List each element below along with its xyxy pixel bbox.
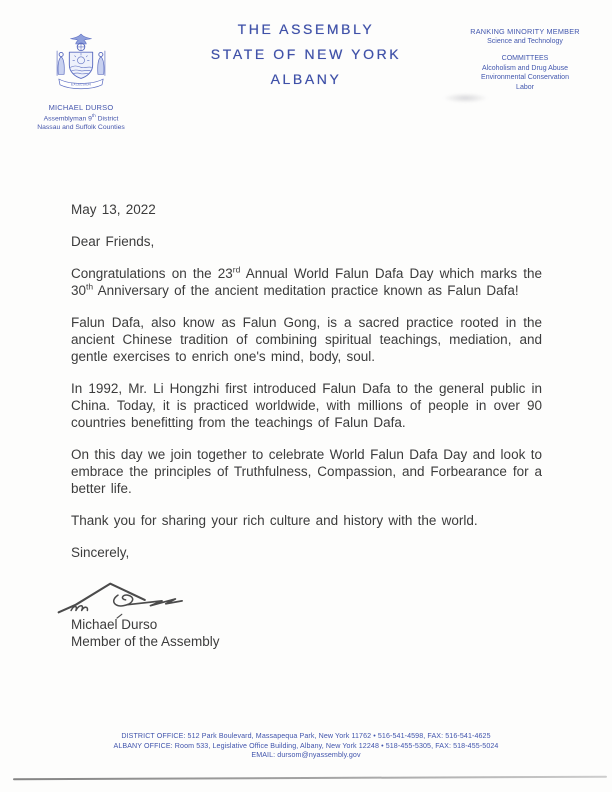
- committee-item: Environmental Conservation: [481, 74, 569, 82]
- member-name: MICHAEL DURSO: [48, 103, 114, 112]
- paragraph-congratulations: Congratulations on the 23rd Annual World Falun Dafa Day which marks the 30th Anniversary of the ancient meditation practice known as Falun Dafa!: [71, 264, 542, 298]
- albany-office-line: ALBANY OFFICE: Room 533, Legislative Office Building, Albany, New York 12248 • 518-455-5305, FAX: 518-455-5024: [113, 741, 499, 750]
- email-line: EMAIL: dursom@nyassembly.gov: [251, 751, 361, 760]
- paragraph-history: In 1992, Mr. Li Hongzhi first introduced Falun Dafa to the general public in China. Today, it is practiced worldwide, with millions of people in over 90 countries benefitting from the teachings of Falun Dafa.: [71, 381, 542, 430]
- member-counties: Nassau and Suffolk Counties: [37, 123, 125, 131]
- salutation: Dear Friends,: [71, 234, 155, 249]
- letter-footer: [0, 732, 612, 761]
- seal-motto: EXCELSIOR: [70, 82, 92, 87]
- ordinal-superscript: rd: [232, 264, 241, 275]
- signer-name: Michael Durso: [71, 617, 158, 632]
- paragraph-celebration: On this day we join together to celebrate World Falun Dafa Day and look to embrace the principles of Truthfulness, Compassion, and Forbearance for a better life.: [71, 447, 542, 496]
- paragraph-background: Falun Dafa, also know as Falun Gong, is a sacred practice rooted in the ancient Chinese tradition of combining spiritual teachings, mediation, and gentle exercises to enrich one's mind, body, soul.: [71, 315, 542, 364]
- paragraph-thanks: Thank you for sharing your rich culture and history with the world.: [71, 513, 478, 528]
- district-office-line: DISTRICT OFFICE: 512 Park Boulevard, Massapequa Park, New York 11762 • 516-541-4598, FAX: 516-541-4625: [121, 732, 491, 740]
- city-title: ALBANY: [270, 71, 342, 87]
- ordinal-superscript: th: [86, 281, 94, 292]
- assembly-title: THE ASSEMBLY: [237, 21, 375, 37]
- letter-body: [71, 201, 542, 650]
- committee-item: Labor: [516, 83, 534, 91]
- ranking-member-committee: Science and Technology: [487, 37, 563, 45]
- state-title: STATE OF NEW YORK: [210, 46, 402, 62]
- letter-date: May 13, 2022: [71, 202, 156, 217]
- handwritten-signature: [56, 576, 542, 616]
- committees-heading: COMMITTEES: [501, 55, 549, 63]
- letterhead-right-block: [442, 27, 608, 93]
- committee-item: Alcoholism and Drug Abuse: [482, 64, 568, 72]
- scan-page-edge-artifact: [13, 776, 607, 781]
- signer-title: Member of the Assembly: [71, 634, 220, 649]
- member-district: Assemblyman 9th District: [43, 113, 119, 123]
- scan-smudge-artifact: [443, 93, 488, 103]
- ranking-member-title: RANKING MINORITY MEMBER: [470, 27, 580, 36]
- closing: Sincerely,: [71, 545, 130, 560]
